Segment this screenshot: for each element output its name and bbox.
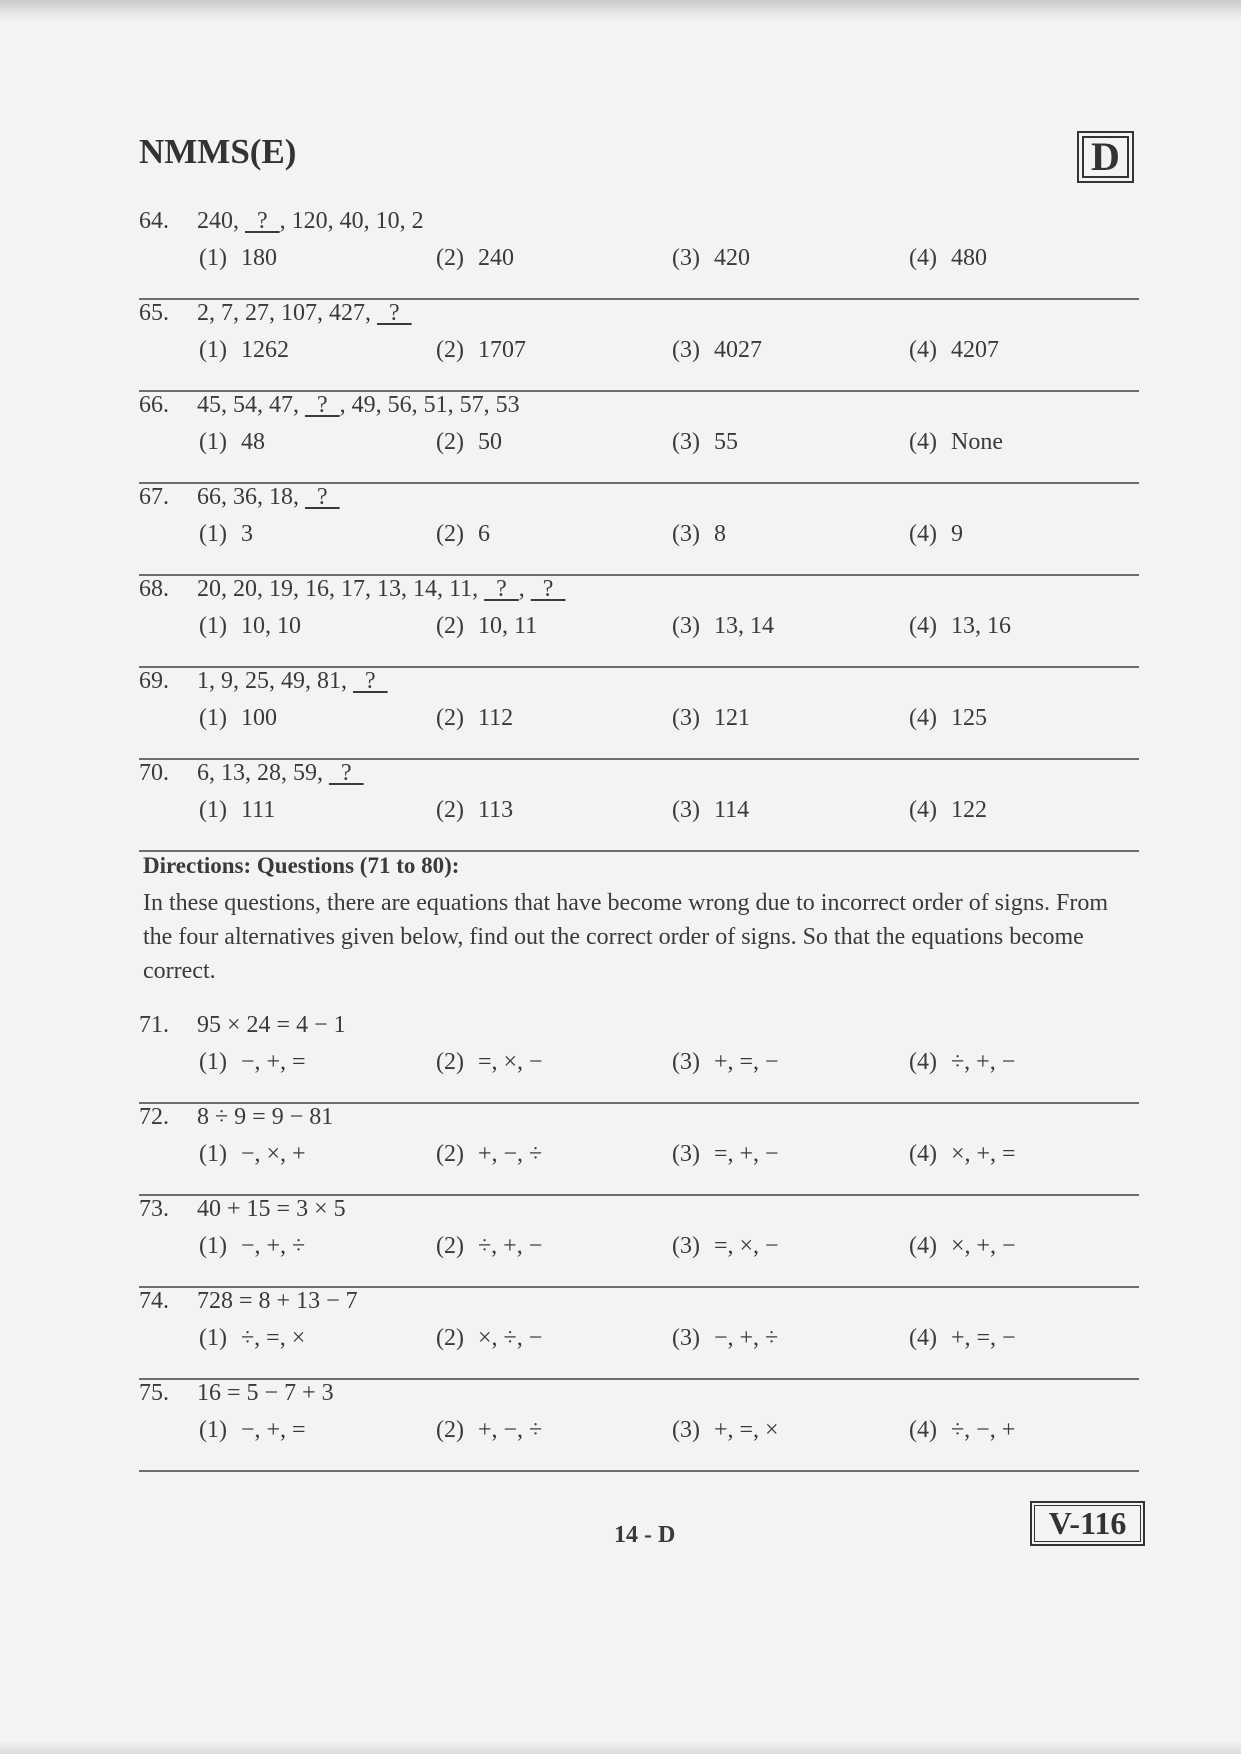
option-4[interactable]: (4) 122 bbox=[909, 797, 987, 823]
option-4[interactable]: (4) +, =, − bbox=[909, 1325, 1016, 1351]
set-code: D bbox=[1082, 136, 1129, 178]
set-code-box bbox=[1077, 131, 1134, 183]
question-64 bbox=[139, 208, 1139, 300]
option-1[interactable]: (1) −, +, ÷ bbox=[199, 1233, 306, 1259]
option-2[interactable]: (2) 10, 11 bbox=[436, 613, 538, 639]
question-stem: 67. 66, 36, 18, ? bbox=[139, 484, 340, 510]
equation: 16 = 5 − 7 + 3 bbox=[197, 1380, 334, 1406]
answer-blank: ? bbox=[329, 760, 364, 786]
question-stem: 65. 2, 7, 27, 107, 427, ? bbox=[139, 300, 412, 326]
question-stem bbox=[139, 1288, 358, 1315]
question-number: 67. bbox=[139, 484, 169, 510]
question-stem bbox=[139, 1196, 346, 1223]
option-3[interactable]: (3) 8 bbox=[672, 521, 726, 547]
option-4[interactable]: (4) 125 bbox=[909, 705, 987, 731]
question-number: 73. bbox=[139, 1196, 169, 1222]
option-1[interactable]: (1) 48 bbox=[199, 429, 265, 455]
option-1[interactable]: (1) −, +, = bbox=[199, 1049, 306, 1075]
option-2[interactable]: (2) 112 bbox=[436, 705, 514, 731]
question-73 bbox=[139, 1196, 1139, 1288]
option-3[interactable]: (3) 13, 14 bbox=[672, 613, 774, 639]
question-74 bbox=[139, 1288, 1139, 1380]
equation: 95 × 24 = 4 − 1 bbox=[197, 1012, 346, 1038]
option-1[interactable]: (1) 180 bbox=[199, 245, 277, 271]
option-2[interactable]: (2) 240 bbox=[436, 245, 514, 271]
option-4[interactable]: (4) None bbox=[909, 429, 1003, 455]
option-1[interactable]: (1) ÷, =, × bbox=[199, 1325, 306, 1351]
question-71 bbox=[139, 1012, 1139, 1104]
answer-blank: ? bbox=[353, 668, 388, 694]
equation: 728 = 8 + 13 − 7 bbox=[197, 1288, 358, 1314]
option-4[interactable]: (4) ÷, +, − bbox=[909, 1049, 1016, 1075]
question-67 bbox=[139, 484, 1139, 576]
question-stem: 69. 1, 9, 25, 49, 81, ? bbox=[139, 668, 388, 694]
option-3[interactable]: (3) 55 bbox=[672, 429, 738, 455]
question-stem: 68. 20, 20, 19, 16, 17, 13, 14, 11, ? , ? bbox=[139, 576, 566, 602]
option-4[interactable]: (4) 13, 16 bbox=[909, 613, 1011, 639]
booklet-code: V-116 bbox=[1034, 1505, 1141, 1542]
option-2[interactable]: (2) +, −, ÷ bbox=[436, 1417, 543, 1443]
question-number: 74. bbox=[139, 1288, 169, 1314]
question-stem: 64. 240, ? , 120, 40, 10, 2 bbox=[139, 208, 424, 234]
question-66 bbox=[139, 392, 1139, 484]
option-3[interactable]: (3) +, =, − bbox=[672, 1049, 779, 1075]
option-4[interactable]: (4) 4207 bbox=[909, 337, 999, 363]
option-4[interactable]: (4) ×, +, − bbox=[909, 1233, 1016, 1259]
exam-title: NMMS(E) bbox=[139, 132, 297, 171]
question-68 bbox=[139, 576, 1139, 668]
option-1[interactable]: (1) −, +, = bbox=[199, 1417, 306, 1443]
option-2[interactable]: (2) ×, ÷, − bbox=[436, 1325, 543, 1351]
option-1[interactable]: (1) 1262 bbox=[199, 337, 289, 363]
answer-blank: ? bbox=[245, 208, 280, 234]
question-number: 66. bbox=[139, 392, 169, 418]
option-1[interactable]: (1) −, ×, + bbox=[199, 1141, 306, 1167]
option-3[interactable]: (3) 121 bbox=[672, 705, 750, 731]
question-stem bbox=[139, 1104, 333, 1131]
option-2[interactable]: (2) 113 bbox=[436, 797, 514, 823]
question-stem bbox=[139, 1012, 346, 1039]
question-number: 75. bbox=[139, 1380, 169, 1406]
scan-top-shadow bbox=[0, 0, 1241, 22]
option-2[interactable]: (2) ÷, +, − bbox=[436, 1233, 543, 1259]
page-number: 14 - D bbox=[614, 1522, 676, 1548]
option-2[interactable]: (2) +, −, ÷ bbox=[436, 1141, 543, 1167]
question-72 bbox=[139, 1104, 1139, 1196]
question-70 bbox=[139, 760, 1139, 852]
option-2[interactable]: (2) 1707 bbox=[436, 337, 526, 363]
option-4[interactable]: (4) ÷, −, + bbox=[909, 1417, 1016, 1443]
option-3[interactable]: (3) 4027 bbox=[672, 337, 762, 363]
option-1[interactable]: (1) 3 bbox=[199, 521, 253, 547]
option-1[interactable]: (1) 100 bbox=[199, 705, 277, 731]
option-4[interactable]: (4) 480 bbox=[909, 245, 987, 271]
option-3[interactable]: (3) 114 bbox=[672, 797, 750, 823]
answer-blank: ? bbox=[377, 300, 412, 326]
option-3[interactable]: (3) =, ×, − bbox=[672, 1233, 779, 1259]
option-2[interactable]: (2) =, ×, − bbox=[436, 1049, 543, 1075]
question-number: 64. bbox=[139, 208, 169, 234]
option-3[interactable]: (3) −, +, ÷ bbox=[672, 1325, 779, 1351]
answer-blank: ? bbox=[484, 576, 519, 602]
directions-heading: Directions: Questions (71 to 80): bbox=[143, 853, 460, 878]
question-stem bbox=[139, 1380, 334, 1407]
equation: 40 + 15 = 3 × 5 bbox=[197, 1196, 346, 1222]
answer-blank: ? bbox=[530, 576, 566, 602]
question-number: 70. bbox=[139, 760, 169, 786]
question-number: 65. bbox=[139, 300, 169, 326]
option-3[interactable]: (3) 420 bbox=[672, 245, 750, 271]
question-number: 71. bbox=[139, 1012, 169, 1038]
question-65 bbox=[139, 300, 1139, 392]
question-69 bbox=[139, 668, 1139, 760]
option-1[interactable]: (1) 111 bbox=[199, 797, 276, 823]
booklet-code-box bbox=[1030, 1501, 1145, 1546]
question-number: 68. bbox=[139, 576, 169, 602]
question-stem: 66. 45, 54, 47, ? , 49, 56, 51, 57, 53 bbox=[139, 392, 520, 418]
question-stem: 70. 6, 13, 28, 59, ? bbox=[139, 760, 364, 786]
option-4[interactable]: (4) ×, +, = bbox=[909, 1141, 1016, 1167]
option-3[interactable]: (3) =, +, − bbox=[672, 1141, 779, 1167]
equation: 8 ÷ 9 = 9 − 81 bbox=[197, 1104, 334, 1130]
question-number: 69. bbox=[139, 668, 169, 694]
option-2[interactable]: (2) 6 bbox=[436, 521, 490, 547]
directions-text: In these questions, there are equations that have become wrong due to incorrect order of signs. From the four alternatives given below, find out the correct order of signs. So that the equations become correct. bbox=[143, 890, 1109, 984]
option-2[interactable]: (2) 50 bbox=[436, 429, 502, 455]
option-1[interactable]: (1) 10, 10 bbox=[199, 613, 301, 639]
question-75 bbox=[139, 1380, 1139, 1472]
option-4[interactable]: (4) 9 bbox=[909, 521, 963, 547]
scan-bottom-shadow bbox=[0, 1740, 1241, 1754]
question-number: 72. bbox=[139, 1104, 169, 1130]
option-3[interactable]: (3) +, =, × bbox=[672, 1417, 779, 1443]
answer-blank: ? bbox=[305, 392, 340, 418]
answer-blank: ? bbox=[305, 484, 340, 510]
